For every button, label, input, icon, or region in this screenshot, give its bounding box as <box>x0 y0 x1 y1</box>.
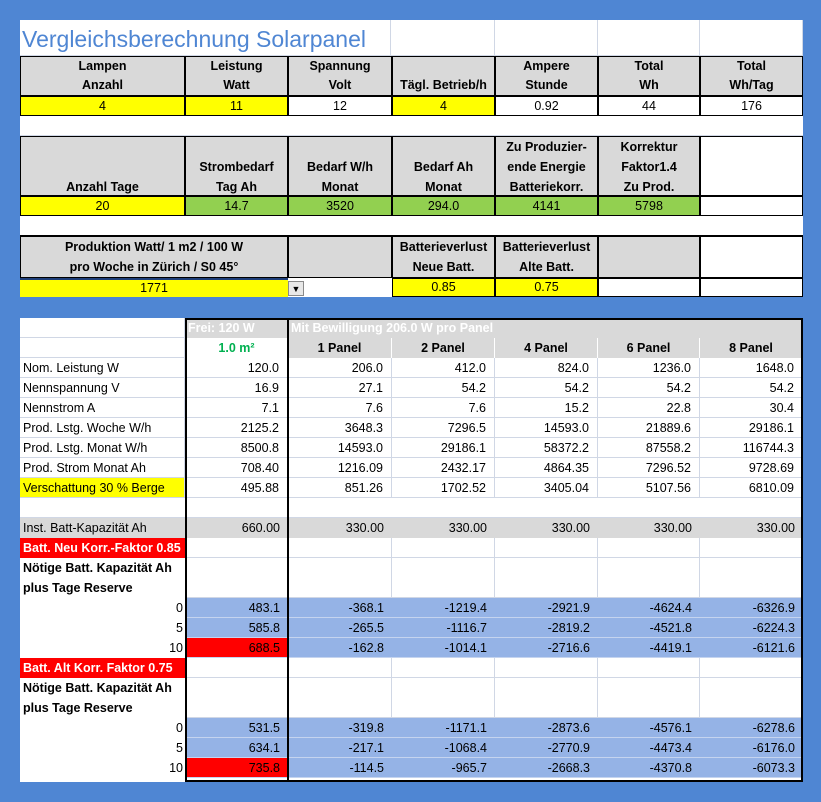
top-header-0 <box>20 56 185 96</box>
batt-new-value-1-2[interactable]: -1116.7 <box>392 618 495 638</box>
batt-old-value-0-4[interactable]: -4576.1 <box>598 718 700 738</box>
panel-header-4: 6 Panel <box>598 338 700 358</box>
row-5-value-3[interactable]: 4864.35 <box>495 458 598 478</box>
second-value-3[interactable]: 294.0 <box>392 196 495 216</box>
second-header-2-line0 <box>289 137 391 157</box>
top-header-3 <box>392 56 495 96</box>
batt-new-value-2-5[interactable]: -6121.6 <box>700 638 803 658</box>
batt-old-value-0-1[interactable]: -319.8 <box>288 718 392 738</box>
row-1-value-5[interactable]: 54.2 <box>700 378 803 398</box>
empty-cell <box>700 278 803 297</box>
top-value-5[interactable]: 44 <box>598 96 700 116</box>
row-5-value-1[interactable]: 1216.09 <box>288 458 392 478</box>
inst-value-5[interactable]: 330.00 <box>700 518 803 538</box>
row-5-value-0[interactable]: 708.40 <box>185 458 288 478</box>
empty-header <box>700 136 803 196</box>
top-header-1-line1: Watt <box>223 78 250 92</box>
second-header-4-line0: Zu Produzier- <box>506 140 587 154</box>
row-1-value-2[interactable]: 54.2 <box>392 378 495 398</box>
row-6-value-4[interactable]: 5107.56 <box>598 478 700 498</box>
cell[interactable] <box>185 658 288 678</box>
top-header-0-line1: Anzahl <box>82 78 123 92</box>
second-header-4-line2: Batteriekorr. <box>509 180 584 194</box>
empty-cell <box>700 236 803 278</box>
row-6-value-5[interactable]: 6810.09 <box>700 478 803 498</box>
cell[interactable] <box>700 558 803 598</box>
batt-new-needed-line2: plus Tage Reserve <box>20 578 185 598</box>
row-3-value-1[interactable]: 3648.3 <box>288 418 392 438</box>
top-header-3-line1: Tägl. Betrieb/h <box>400 78 487 92</box>
batt-old-value-2-5[interactable]: -6073.3 <box>700 758 803 778</box>
cell[interactable] <box>288 558 392 598</box>
empty-cell <box>598 278 700 297</box>
empty-header <box>288 236 392 278</box>
cell[interactable] <box>392 658 495 678</box>
top-value-6[interactable]: 176 <box>700 96 803 116</box>
cell[interactable] <box>288 538 392 558</box>
row-0-value-1[interactable]: 206.0 <box>288 358 392 378</box>
inst-value-3[interactable]: 330.00 <box>495 518 598 538</box>
cell[interactable] <box>20 318 185 338</box>
cell[interactable] <box>598 20 700 56</box>
cell[interactable] <box>700 678 803 718</box>
batt-old-value-2-4[interactable]: -4370.8 <box>598 758 700 778</box>
row-4-value-3[interactable]: 58372.2 <box>495 438 598 458</box>
second-value-4[interactable]: 4141 <box>495 196 598 216</box>
second-header-1-line0 <box>186 137 287 157</box>
second-header-5-line0: Korrektur <box>620 140 678 154</box>
row-4-value-1[interactable]: 14593.0 <box>288 438 392 458</box>
battery-loss-new-value[interactable]: 0.85 <box>392 278 495 297</box>
panel-header-1: 1 Panel <box>288 338 392 358</box>
row-5-value-2[interactable]: 2432.17 <box>392 458 495 478</box>
panel-header-3: 4 Panel <box>495 338 598 358</box>
batt-new-value-2-3[interactable]: -2716.6 <box>495 638 598 658</box>
batt-new-days-2: 10 <box>20 638 185 658</box>
row-label-3: Prod. Lstg. Woche W/h <box>20 418 185 438</box>
production-header-line1: Produktion Watt/ 1 m2 / 100 W <box>64 240 244 254</box>
top-header-1 <box>185 56 288 96</box>
row-5-value-4[interactable]: 7296.52 <box>598 458 700 478</box>
row-0-value-0[interactable]: 120.0 <box>185 358 288 378</box>
cell[interactable] <box>598 658 700 678</box>
top-header-2-line0: Spannung <box>309 59 371 73</box>
batt-new-header: Batt. Neu Korr.-Faktor 0.85 <box>20 538 185 558</box>
cell[interactable] <box>598 558 700 598</box>
cell[interactable] <box>185 558 288 598</box>
second-header-5-line1: Faktor1.4 <box>621 160 677 174</box>
empty-header <box>598 236 700 278</box>
batt-new-value-0-1[interactable]: -368.1 <box>288 598 392 618</box>
second-header-2 <box>288 136 392 196</box>
production-value: 1771 <box>140 281 168 295</box>
cell[interactable] <box>392 678 495 718</box>
row-label-5: Prod. Strom Monat Ah <box>20 458 185 478</box>
panel-header-5: 8 Panel <box>700 338 803 358</box>
inst-value-2[interactable]: 330.00 <box>392 518 495 538</box>
top-header-2 <box>288 56 392 96</box>
row-6-value-2[interactable]: 1702.52 <box>392 478 495 498</box>
cell[interactable] <box>288 678 392 718</box>
batt-old-needed-line2: plus Tage Reserve <box>20 698 185 718</box>
second-header-0-line2: Anzahl Tage <box>66 180 139 194</box>
title-row <box>20 20 391 56</box>
batt-new-value-2-0[interactable]: 688.5 <box>185 638 288 658</box>
row-label-2: Nennstrom A <box>20 398 185 418</box>
second-header-2-line1: Bedarf W/h <box>307 160 373 174</box>
production-header <box>20 236 288 278</box>
second-header-4-line1: ende Energie <box>507 160 586 174</box>
battery-loss-old-value[interactable]: 0.75 <box>495 278 598 297</box>
top-value-1[interactable]: 11 <box>185 96 288 116</box>
batt-old-header: Batt. Alt Korr. Faktor 0.75 <box>20 658 185 678</box>
top-header-5-line0: Total <box>634 59 664 73</box>
row-3-value-3[interactable]: 14593.0 <box>495 418 598 438</box>
second-header-3-line1: Bedarf Ah <box>413 160 474 174</box>
inst-value-4[interactable]: 330.00 <box>598 518 700 538</box>
batt-new-days-0: 0 <box>20 598 185 618</box>
production-value-cell[interactable] <box>20 278 288 297</box>
batt-new-value-2-4[interactable]: -4419.1 <box>598 638 700 658</box>
cell[interactable] <box>598 678 700 718</box>
batt-new-value-0-4[interactable]: -4624.4 <box>598 598 700 618</box>
cell[interactable] <box>495 20 598 56</box>
row-1-value-4[interactable]: 54.2 <box>598 378 700 398</box>
cell[interactable] <box>288 658 392 678</box>
batt-new-value-2-2[interactable]: -1014.1 <box>392 638 495 658</box>
row-6-value-0[interactable]: 495.88 <box>185 478 288 498</box>
batt-old-value-0-5[interactable]: -6278.6 <box>700 718 803 738</box>
second-header-1 <box>185 136 288 196</box>
row-3-value-4[interactable]: 21889.6 <box>598 418 700 438</box>
spacer-row <box>20 498 803 518</box>
batt-old-value-0-0[interactable]: 531.5 <box>185 718 288 738</box>
top-header-5 <box>598 56 700 96</box>
second-value-2[interactable]: 3520 <box>288 196 392 216</box>
cell[interactable] <box>20 338 185 358</box>
batt-new-value-1-3[interactable]: -2819.2 <box>495 618 598 638</box>
row-label-6: Verschattung 30 % Berge <box>20 478 185 498</box>
row-0-value-3[interactable]: 824.0 <box>495 358 598 378</box>
second-header-5-line2: Zu Prod. <box>623 180 675 194</box>
row-label-4: Prod. Lstg. Monat W/h <box>20 438 185 458</box>
row-4-value-5[interactable]: 116744.3 <box>700 438 803 458</box>
top-header-6-line1: Wh/Tag <box>729 78 774 92</box>
cell[interactable] <box>700 538 803 558</box>
second-header-0 <box>20 136 185 196</box>
batt-old-value-2-0[interactable]: 735.8 <box>185 758 288 778</box>
batt-old-value-2-1[interactable]: -114.5 <box>288 758 392 778</box>
batt-new-needed-line1: Nötige Batt. Kapazität Ah <box>20 558 185 578</box>
second-header-3-line0 <box>393 137 494 157</box>
page-title: Vergleichsberechnung Solarpanel <box>22 26 366 52</box>
battery-loss-old-header <box>495 236 598 278</box>
production-header-line2: pro Woche in Zürich / S0 45° <box>69 260 239 274</box>
second-header-3-line2: Monat <box>425 180 462 194</box>
top-header-1-line0: Leistung <box>210 59 263 73</box>
battery-loss-new-header <box>392 236 495 278</box>
cell[interactable] <box>495 658 598 678</box>
batt-old-days-2: 10 <box>20 758 185 778</box>
batt-new-days-1: 5 <box>20 618 185 638</box>
spacer-row <box>20 216 803 236</box>
row-2-value-0[interactable]: 7.1 <box>185 398 288 418</box>
second-header-4 <box>495 136 598 196</box>
cell[interactable] <box>700 658 803 678</box>
second-value-5[interactable]: 5798 <box>598 196 700 216</box>
row-4-value-0[interactable]: 8500.8 <box>185 438 288 458</box>
row-3-value-2[interactable]: 7296.5 <box>392 418 495 438</box>
second-header-2-line2: Monat <box>321 180 359 194</box>
row-0-value-2[interactable]: 412.0 <box>392 358 495 378</box>
battery-loss-new-line2: Neue Batt. <box>412 260 475 274</box>
second-value-0[interactable]: 20 <box>20 196 185 216</box>
top-header-4-line0: Ampere <box>523 59 570 73</box>
row-0-value-4[interactable]: 1236.0 <box>598 358 700 378</box>
batt-old-value-2-2[interactable]: -965.7 <box>392 758 495 778</box>
inst-value-0[interactable]: 660.00 <box>185 518 288 538</box>
empty-cell <box>700 196 803 216</box>
cell[interactable] <box>700 20 803 56</box>
batt-old-days-0: 0 <box>20 718 185 738</box>
second-header-0-line1 <box>21 157 184 177</box>
battery-loss-old-line2: Alte Batt. <box>519 260 574 274</box>
frei-header: Frei: 120 W <box>185 318 288 338</box>
top-header-6 <box>700 56 803 96</box>
batt-new-value-0-3[interactable]: -2921.9 <box>495 598 598 618</box>
second-header-1-line2: Tag Ah <box>216 180 257 194</box>
cell[interactable] <box>391 20 495 56</box>
batt-new-value-1-1[interactable]: -265.5 <box>288 618 392 638</box>
row-1-value-0[interactable]: 16.9 <box>185 378 288 398</box>
row-4-value-4[interactable]: 87558.2 <box>598 438 700 458</box>
batt-old-value-1-5[interactable]: -6176.0 <box>700 738 803 758</box>
inst-label: Inst. Batt-Kapazität Ah <box>20 518 185 538</box>
top-value-4[interactable]: 0.92 <box>495 96 598 116</box>
bewilligung-header: Mit Bewilligung 206.0 W pro Panel <box>288 318 803 338</box>
top-value-2[interactable]: 12 <box>288 96 392 116</box>
second-header-1-line1: Strombedarf <box>199 160 274 174</box>
row-1-value-1[interactable]: 27.1 <box>288 378 392 398</box>
cell[interactable] <box>185 538 288 558</box>
row-1-value-3[interactable]: 54.2 <box>495 378 598 398</box>
cell[interactable] <box>392 538 495 558</box>
row-2-value-4[interactable]: 22.8 <box>598 398 700 418</box>
second-header-0-line0 <box>21 137 184 157</box>
top-header-0-line0: Lampen <box>78 59 127 73</box>
batt-new-value-1-5[interactable]: -6224.3 <box>700 618 803 638</box>
panel-header-2: 2 Panel <box>392 338 495 358</box>
batt-old-value-1-0[interactable]: 634.1 <box>185 738 288 758</box>
second-header-3 <box>392 136 495 196</box>
batt-old-needed-line1: Nötige Batt. Kapazität Ah <box>20 678 185 698</box>
row-2-value-2[interactable]: 7.6 <box>392 398 495 418</box>
row-0-value-5[interactable]: 1648.0 <box>700 358 803 378</box>
batt-new-value-0-0[interactable]: 483.1 <box>185 598 288 618</box>
second-value-1[interactable]: 14.7 <box>185 196 288 216</box>
row-6-value-1[interactable]: 851.26 <box>288 478 392 498</box>
top-header-6-line0: Total <box>737 59 766 73</box>
inst-value-1[interactable]: 330.00 <box>288 518 392 538</box>
lower-sheet <box>20 318 803 782</box>
row-2-value-1[interactable]: 7.6 <box>288 398 392 418</box>
batt-old-value-2-3[interactable]: -2668.3 <box>495 758 598 778</box>
spacer-row <box>20 116 803 136</box>
second-header-5 <box>598 136 700 196</box>
cell[interactable] <box>495 558 598 598</box>
cell[interactable] <box>598 538 700 558</box>
top-value-3[interactable]: 4 <box>392 96 495 116</box>
cell[interactable] <box>185 678 288 718</box>
top-header-4-line1: Stunde <box>525 78 568 92</box>
row-6-value-3[interactable]: 3405.04 <box>495 478 598 498</box>
batt-old-value-1-2[interactable]: -1068.4 <box>392 738 495 758</box>
row-5-value-5[interactable]: 9728.69 <box>700 458 803 478</box>
row-3-value-5[interactable]: 29186.1 <box>700 418 803 438</box>
cell[interactable] <box>495 678 598 718</box>
batt-new-value-0-5[interactable]: -6326.9 <box>700 598 803 618</box>
batt-old-value-0-3[interactable]: -2873.6 <box>495 718 598 738</box>
row-4-value-2[interactable]: 29186.1 <box>392 438 495 458</box>
batt-old-value-0-2[interactable]: -1171.1 <box>392 718 495 738</box>
top-header-4 <box>495 56 598 96</box>
batt-new-value-1-0[interactable]: 585.8 <box>185 618 288 638</box>
dropdown-arrow-icon[interactable]: ▼ <box>288 281 304 296</box>
top-value-0[interactable]: 4 <box>20 96 185 116</box>
batt-new-value-1-4[interactable]: -4521.8 <box>598 618 700 638</box>
battery-loss-new-line1: Batterieverlust <box>399 240 488 254</box>
cell[interactable] <box>392 558 495 598</box>
batt-old-value-1-4[interactable]: -4473.4 <box>598 738 700 758</box>
upper-sheet <box>20 20 803 297</box>
batt-new-value-0-2[interactable]: -1219.4 <box>392 598 495 618</box>
battery-loss-old-line1: Batterieverlust <box>502 240 591 254</box>
row-2-value-3[interactable]: 15.2 <box>495 398 598 418</box>
batt-old-value-1-1[interactable]: -217.1 <box>288 738 392 758</box>
top-header-5-line1: Wh <box>639 78 659 92</box>
top-header-2-line1: Volt <box>328 78 352 92</box>
row-label-1: Nennspannung V <box>20 378 185 398</box>
row-3-value-0[interactable]: 2125.2 <box>185 418 288 438</box>
top-header-3-line0 <box>393 57 494 76</box>
batt-old-days-1: 5 <box>20 738 185 758</box>
row-label-0: Nom. Leistung W <box>20 358 185 378</box>
frei-sub-header: 1.0 m² <box>185 338 288 358</box>
row-2-value-5[interactable]: 30.4 <box>700 398 803 418</box>
cell[interactable] <box>495 538 598 558</box>
batt-new-value-2-1[interactable]: -162.8 <box>288 638 392 658</box>
batt-old-value-1-3[interactable]: -2770.9 <box>495 738 598 758</box>
